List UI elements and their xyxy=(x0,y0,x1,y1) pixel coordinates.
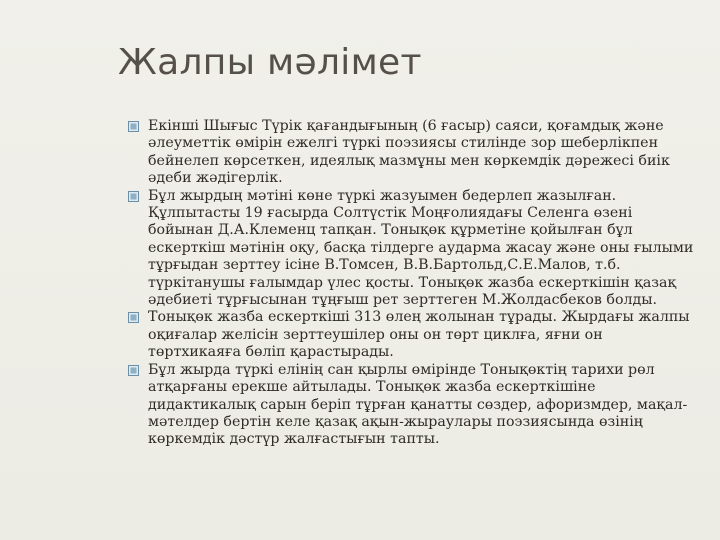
bullet-item xyxy=(128,188,700,310)
bullet-item xyxy=(128,309,700,361)
checkbox-square-icon xyxy=(128,121,139,132)
bullet-text: Бұл жырда түркі елінің сан қырлы өмірінде Тонықөктің тарихи рөл атқарғаны ерекше айтылады. Тонықөк жазба ескерткішіне дидактикалық сарын беріп тұрған қанатты сөздер, афоризмдер, мақал-мәтелдер бертін келе қазақ ақын-жыраулары поэзиясында өзінің көркемдік дәстүр жалғастығын тапты. xyxy=(148,361,688,448)
bullet-item xyxy=(128,118,700,188)
bullet-text: Тонықөк жазба ескерткіші 313 өлең жолынан тұрады. Жырдағы жалпы оқиғалар желісін зерттеушілер оны он төрт циклға, яғни он төртхикаяға бөліп қарастырады. xyxy=(148,309,690,361)
checkbox-square-icon xyxy=(128,191,139,202)
bullet-text: Бұл жырдың мәтіні көне түркі жазуымен бедерлеп жазылған. Құлпытасты 19 ғасырда Солтүстік Моңғолиядағы Селенга өзені бойынан Д.А.Клеменц тапқан. Тонықөк құрметіне қойылған бұл ескерткіш мәтінін оқу, басқа тілдерге аударма жасау және оны ғылыми тұрғыдан зерттеу ісіне В.Томсен, В.В.Бартольд,С.Е.Малов, т.б. түркітанушы ғалымдар үлес қосты. Тонықөк жазба ескерткішін қазақ әдебиеті тұрғысынан тұңғыш рет зерттеген М.Жолдасбеков болды. xyxy=(148,187,694,309)
bullet-text: Екінші Шығыс Түрік қағандығының (6 ғасыр) саяси, қоғамдық және әлеуметтік өмірін ежелгі түркі поэзиясы стилінде зор шеберлікпен бейнелеп көрсеткен, идеялық мазмұны мен көркемдік дәрежесі биік әдеби жәдігерлік. xyxy=(148,118,670,187)
bullet-item xyxy=(128,362,700,449)
checkbox-square-icon xyxy=(128,312,139,323)
bullet-list xyxy=(128,118,700,449)
slide-title: Жалпы мәлімет xyxy=(118,42,422,83)
checkbox-square-icon xyxy=(128,365,139,376)
